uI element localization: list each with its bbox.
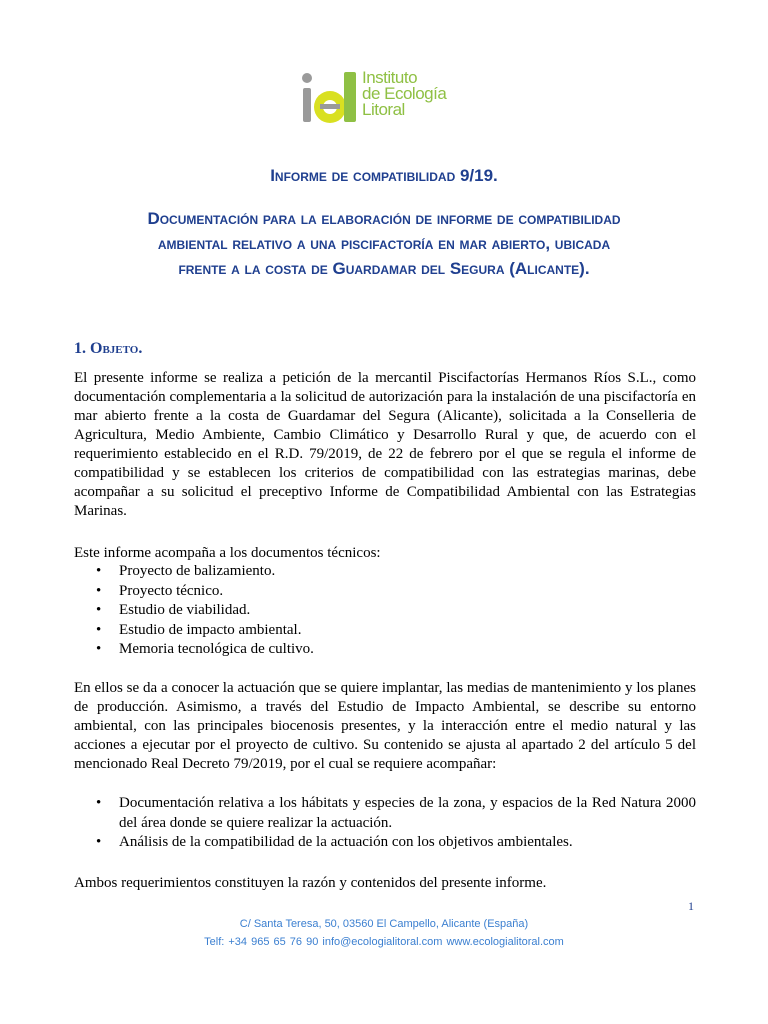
bullet-icon: •: [96, 563, 102, 579]
list-item: • Estudio de viabilidad.: [74, 601, 696, 621]
section-number: 1.: [74, 340, 86, 357]
subtitle-line-2: ambiental relativo a una piscifactoría en mar abierto, ubicada: [157, 234, 611, 253]
subtitle-line-3: frente a la costa de Guardamar del Segura (Alicante).: [178, 259, 590, 278]
bullet-icon: •: [96, 602, 102, 618]
paragraph-intro: El presente informe se realiza a petición de la mercantil Piscifactorías Hermanos Ríos S.L., como documentación complementaria a la solicitud de autorización para la instalación de una piscifactoría en mar abierto frente a la costa de Guardamar del Segura (Alicante), solicitada a la Conselleria de Agricultura, Medio Ambiente, Cambio Climático y Desarrollo Rural y que, de acuerdo con el requerimiento establecido en el R.D. 79/2019, de 22 de febrero por el que se regula el informe de compatibilidad y se establecen los criterios de compatibilidad con las estrategias marinas, debe acompañar a su solicitud el preceptivo Informe de Compatibilidad Ambiental con las Estrategias Marinas.: [74, 370, 696, 519]
logo-line-3: Litoral: [362, 100, 405, 119]
paragraph-documents: Este informe acompaña a los documentos técnicos:: [74, 545, 381, 561]
list-item: • Proyecto técnico.: [74, 582, 696, 602]
paragraph-closing: Ambos requerimientos constituyen la razón y contenidos del presente informe.: [74, 875, 547, 891]
logo-line-2: de Ecología: [362, 84, 447, 103]
list-item: • Memoria tecnológica de cultivo.: [74, 640, 696, 660]
bullet-icon: •: [96, 621, 102, 638]
page-number: 1: [688, 899, 694, 913]
subtitle-line-1: Documentación para la elaboración de informe de compatibilidad: [147, 209, 621, 228]
bullet-icon: •: [96, 641, 102, 657]
bullet-icon: •: [96, 582, 102, 599]
paragraph-content: En ellos se da a conocer la actuación que se quiere implantar, las medias de mantenimiento y los planes de producción. Asimismo, a través del Estudio de Impacto Ambiental, se describe su entorno ambiental, con las principales biocenosis presentes, y la interacción entre el medio natural y las acciones a ejecutar por el proyecto de cultivo. Su contenido se ajusta al apartado 2 del artículo 5 del mencionado Real Decreto 79/2019, por el cual se requiere acompañar:: [74, 680, 696, 772]
list-item: • Documentación relativa a los hábitats y especies de la zona, y espacios de la Red Natura 2000 del área donde se quiere realizar la actuación.: [96, 795, 696, 831]
list-item: • Análisis de la compatibilidad de la actuación con los objetivos ambientales.: [74, 833, 696, 853]
bullet-icon: •: [96, 795, 102, 811]
footer-address: C/ Santa Teresa, 50, 03560 El Campello, Alicante (España): [239, 918, 529, 930]
requirements-list: [74, 794, 696, 853]
list-item: • Proyecto de balizamiento.: [74, 562, 696, 582]
documents-list: [74, 562, 696, 660]
report-title: Informe de compatibilidad 9/19.: [270, 166, 498, 185]
section-name: Objeto.: [90, 340, 143, 357]
iel-logo-icon: [300, 70, 360, 126]
logo-text: [362, 70, 446, 118]
list-item: • Estudio de impacto ambiental.: [74, 621, 696, 641]
logo-line-1: Instituto: [362, 68, 418, 87]
footer-contact: Telf: +34 965 65 76 90 info@ecologialitoral.com www.ecologialitoral.com: [204, 936, 564, 948]
logo: [300, 70, 446, 126]
section-title: [74, 340, 142, 358]
report-subtitle: [0, 206, 768, 281]
bullet-icon: •: [96, 834, 102, 850]
